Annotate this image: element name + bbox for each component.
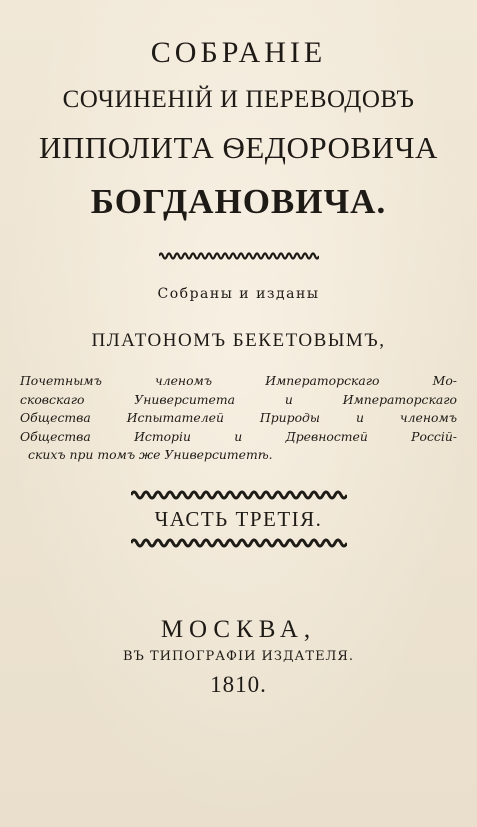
description-line: Почетнымъ членомъ Императорскаго Мо- [20, 373, 457, 388]
editor-name: ПЛАТОНОМЪ БЕКЕТОВЫМЪ, [91, 330, 386, 351]
volume-part: ЧАСТЬ ТРЕТІЯ. [154, 507, 323, 531]
editor-description [20, 372, 457, 465]
imprint-printer: ВЪ ТИПОГРАФІИ ИЗДАТЕЛЯ. [122, 649, 355, 664]
title-line-1: СОБРАНІЕ [150, 36, 327, 69]
title-line-4: БОГДАНОВИЧА. [90, 182, 387, 221]
description-line: сковскаго Университета и Императорскаго [20, 391, 457, 407]
description-line: Общества Испытателей Природы и членомъ [20, 410, 457, 426]
description-line: Общества Исторіи и Древностей Россій- [20, 428, 457, 444]
imprint-city: МОСКВА, [160, 616, 317, 643]
collected-by-text: Собраны и изданы [157, 286, 320, 302]
ornamental-rule-top [0, 250, 477, 262]
title-line-2: СОЧИНЕНІЙ И ПЕРЕВОДОВЪ [62, 86, 415, 113]
description-line: скихъ при томъ же Университетѣ. [28, 447, 273, 463]
imprint-year: 1810. [210, 672, 267, 697]
ornamental-rule-upper [0, 489, 477, 501]
ornamental-rule-lower [0, 537, 477, 549]
title-line-3: ИППОЛИТА ѲЕДОРОВИЧА [39, 130, 438, 165]
